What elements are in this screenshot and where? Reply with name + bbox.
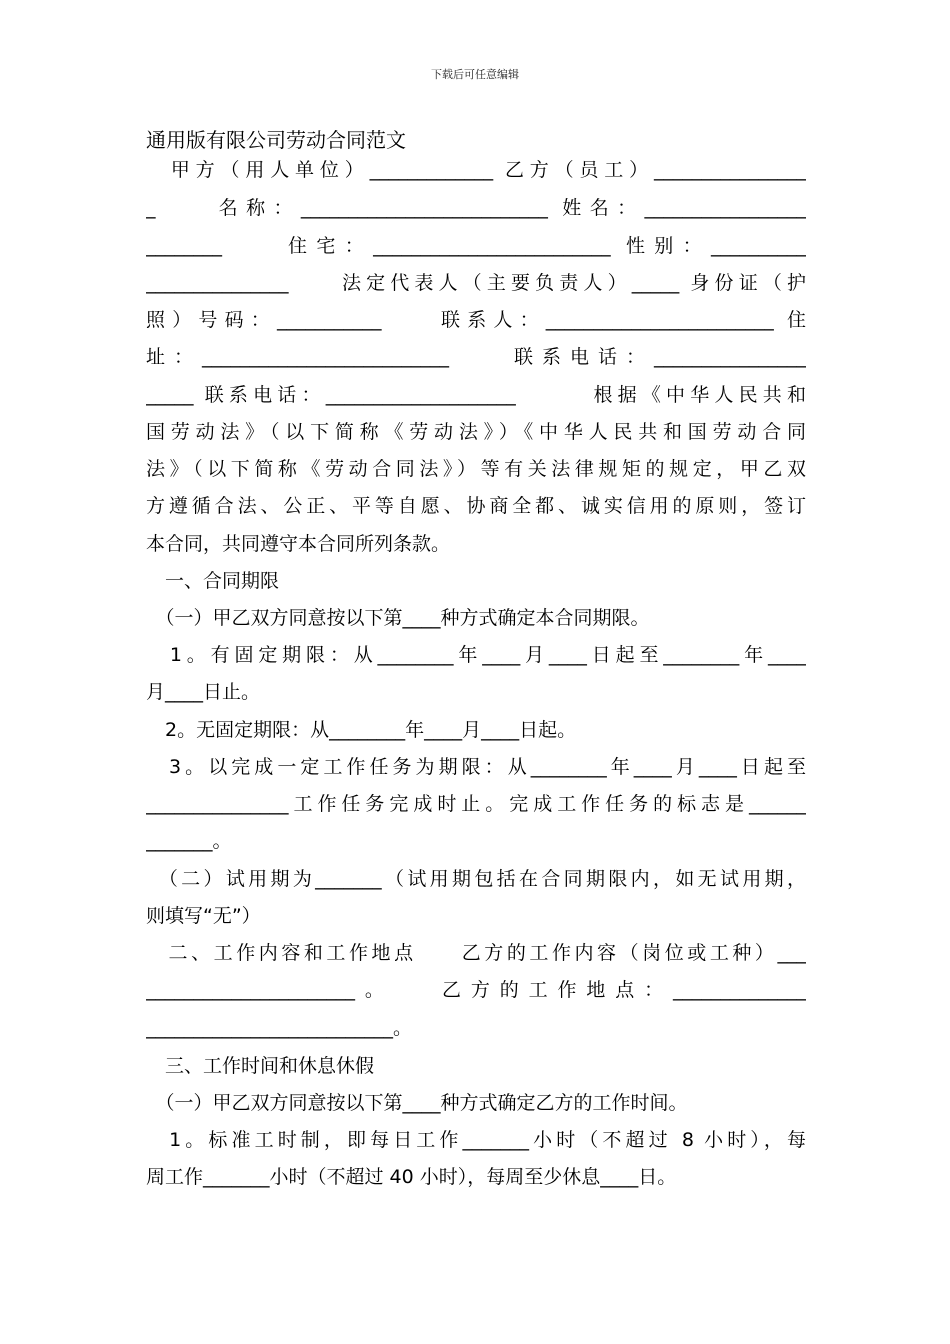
body-line: _ 名称：__________________________ 姓名：_________________ bbox=[146, 197, 806, 219]
section-heading: 一、合同期限 bbox=[146, 570, 280, 592]
body-line: 国劳动法》（以下简称《劳动法》）《中华人民共和国劳动合同 bbox=[146, 421, 806, 443]
section-heading: 二、工作内容和工作地点 乙方的工作内容（岗位或工种）___ bbox=[146, 942, 806, 964]
body-line: 方遵循合法、公正、平等自愿、协商全都、诚实信用的原则，签订 bbox=[146, 495, 806, 517]
body-line: 3。以完成一定工作任务为期限：从________年____月____日起至 bbox=[146, 756, 806, 778]
body-line: 照）号码：___________ 联系人：________________________ 住 bbox=[146, 309, 806, 331]
body-line: 周工作_______小时（不超过 40 小时），每周至少休息____日。 bbox=[146, 1166, 677, 1188]
body-line: _______。 bbox=[146, 830, 232, 852]
body-line: （一）甲乙双方同意按以下第____种方式确定乙方的工作时间。 bbox=[146, 1092, 688, 1114]
body-line: 本合同，共同遵守本合同所列条款。 bbox=[146, 533, 451, 555]
document-title: 通用版有限公司劳动合同范文 bbox=[146, 128, 406, 152]
body-line: 1。标准工时制，即每日工作_______小时（不超过 8 小时），每 bbox=[146, 1129, 806, 1151]
body-line: 则填写“无”） bbox=[146, 905, 261, 927]
body-line: 法》（以下简称《劳动合同法》）等有关法律规矩的规定，甲乙双 bbox=[146, 458, 806, 480]
body-line: （一）甲乙双方同意按以下第____种方式确定本合同期限。 bbox=[146, 607, 650, 629]
section-heading: 三、工作时间和休息休假 bbox=[146, 1055, 375, 1077]
body-line: _____ 联系电话：____________________ 根据《中华人民共和 bbox=[146, 384, 806, 406]
body-line: （二）试用期为_______（试用期包括在合同期限内，如无试用期， bbox=[146, 868, 806, 890]
body-line: _______________ 法定代表人（主要负责人）_____ 身份证（护 bbox=[146, 272, 806, 294]
body-line: 址：__________________________ 联系电话：________________ bbox=[146, 346, 806, 368]
body-line: ______________________。 乙方的工作地点：______________ bbox=[146, 979, 806, 1001]
page-header-note: 下载后可任意编辑 bbox=[431, 68, 519, 81]
body-line: 2。无固定期限：从________年____月____日起。 bbox=[146, 719, 577, 741]
body-line: 甲方（用人单位）_____________ 乙方（员工）________________ bbox=[146, 159, 806, 181]
body-line: 1。有固定期限：从________年____月____日起至________年____ bbox=[146, 644, 806, 666]
body-line: ________ 住宅：_________________________ 性别：__________ bbox=[146, 235, 806, 257]
body-line: _______________工作任务完成时止。完成工作任务的标志是______ bbox=[146, 793, 806, 815]
body-line: 月____日止。 bbox=[146, 681, 261, 703]
body-line: __________________________。 bbox=[146, 1017, 413, 1039]
